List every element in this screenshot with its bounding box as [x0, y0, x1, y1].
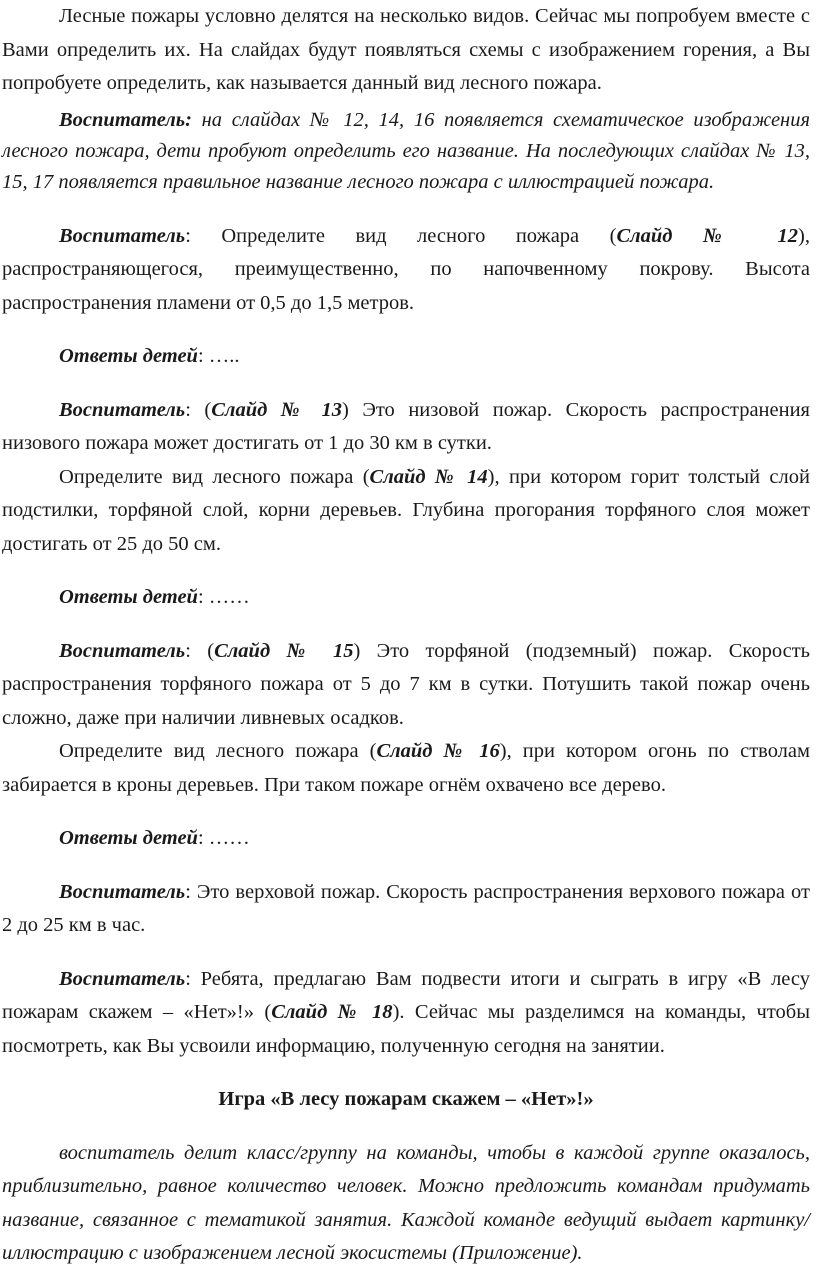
note-text: на слайдах № 12, 14, 16 появляется схематическое изображения лесного пожара, дети пробуют определить его название. На последующих слайдах № 13, 15, 17 появляется правильное название лесного пожара с иллюстрацией пожара.	[2, 108, 810, 193]
paragraph-slide-14	[2, 461, 810, 562]
slide-reference: Слайд № 15	[214, 639, 354, 662]
paragraph-slide-15	[2, 635, 810, 736]
speaker-label: Воспитатель	[59, 880, 186, 903]
slide-reference: Слайд № 16	[376, 740, 500, 762]
text-part: : Определите вид лесного пожара (	[185, 224, 617, 247]
game-heading: Игра «В лесу пожарам скажем – «Нет»!»	[218, 1088, 594, 1110]
text-part: : …..	[197, 345, 240, 367]
speaker-label: Воспитатель:	[59, 108, 192, 131]
text-part: ) Это торфяной (подземный) пожар. Скорость распространения торфяного пожара от 5 до 7 км в сутки. Потушить такой пожар очень сложно, даже при наличии ливневых осадков.	[2, 639, 810, 729]
slide-reference: Слайд № 18	[271, 1001, 393, 1023]
speaker-label: Ответы детей	[59, 827, 198, 849]
speaker-label: Воспитатель	[59, 639, 186, 662]
paragraph-game-instructions: воспитатель делит класс/группу на команды, чтобы в каждой группе оказалось, приблизительно, равное количество человек. Можно предложить командам придумать название, связанное с тематикой занятия. Каждой команде ведущий выдает картинку/иллюстрацию с изображением лесной экосистемы (Приложение).	[2, 1141, 810, 1264]
paragraph-teacher-note	[2, 105, 810, 198]
text-part: : ……	[197, 586, 250, 608]
speaker-label: Ответы детей	[59, 586, 198, 608]
speaker-label: Воспитатель	[59, 967, 186, 990]
paragraph-children-answer-2	[2, 581, 810, 615]
paragraph-slide-13	[2, 394, 810, 461]
paragraph-slide-12	[2, 220, 810, 321]
text-part: ), при котором горит толстый слой подстилки, торфяной слой, корни деревьев. Глубина прогорания торфяного слоя может достигать от 25 до 50 см.	[2, 465, 810, 555]
paragraph-intro: Лесные пожары условно делятся на несколько видов. Сейчас мы попробуем вместе с Вами определить их. На слайдах будут появляться схемы с изображением горения, а Вы попробуете определить, как называется данный вид лесного пожара.	[2, 5, 810, 94]
paragraph-crown-fire	[2, 876, 810, 943]
text-part: ) Это низовой пожар. Скорость распространения низового пожара может достигать от 1 до 30 км в сутки.	[2, 398, 810, 454]
paragraph-children-answer-1	[2, 340, 810, 374]
paragraph-slide-18	[2, 963, 810, 1064]
text-part: Определите вид лесного пожара (	[59, 465, 370, 488]
paragraph-children-answer-3	[2, 822, 810, 856]
text-part: : ……	[197, 827, 250, 849]
paragraph-slide-16	[2, 735, 810, 802]
text-part: ), при котором огонь по стволам забирается в кроны деревьев. При таком пожаре огнём охвачено все дерево.	[2, 740, 810, 796]
text-part: : Это верховой пожар. Скорость распространения верхового пожара от 2 до 25 км в час.	[2, 880, 810, 936]
slide-reference: Слайд № 13	[211, 398, 342, 421]
text-part: Определите вид лесного пожара (	[59, 740, 377, 762]
text-part: : (	[185, 639, 215, 662]
slide-reference: Слайд № 14	[369, 465, 488, 488]
text-part: : (	[185, 398, 212, 421]
speaker-label: Воспитатель	[59, 224, 186, 247]
text-part: ), распространяющегося, преимущественно, по напочвенному покрову. Высота распространения пламени от 0,5 до 1,5 метров.	[2, 224, 810, 314]
slide-reference: Слайд № 12	[616, 224, 799, 247]
text-part: ). Сейчас мы разделимся на команды, чтобы посмотреть, как Вы усвоили информацию, полученную сегодня на занятии.	[2, 1001, 810, 1057]
speaker-label: Ответы детей	[59, 345, 198, 367]
text-part: : Ребята, предлагаю Вам подвести итоги и сыграть в игру «В лесу пожарам скажем – «Нет»!» (	[2, 967, 810, 1023]
speaker-label: Воспитатель	[59, 398, 186, 421]
